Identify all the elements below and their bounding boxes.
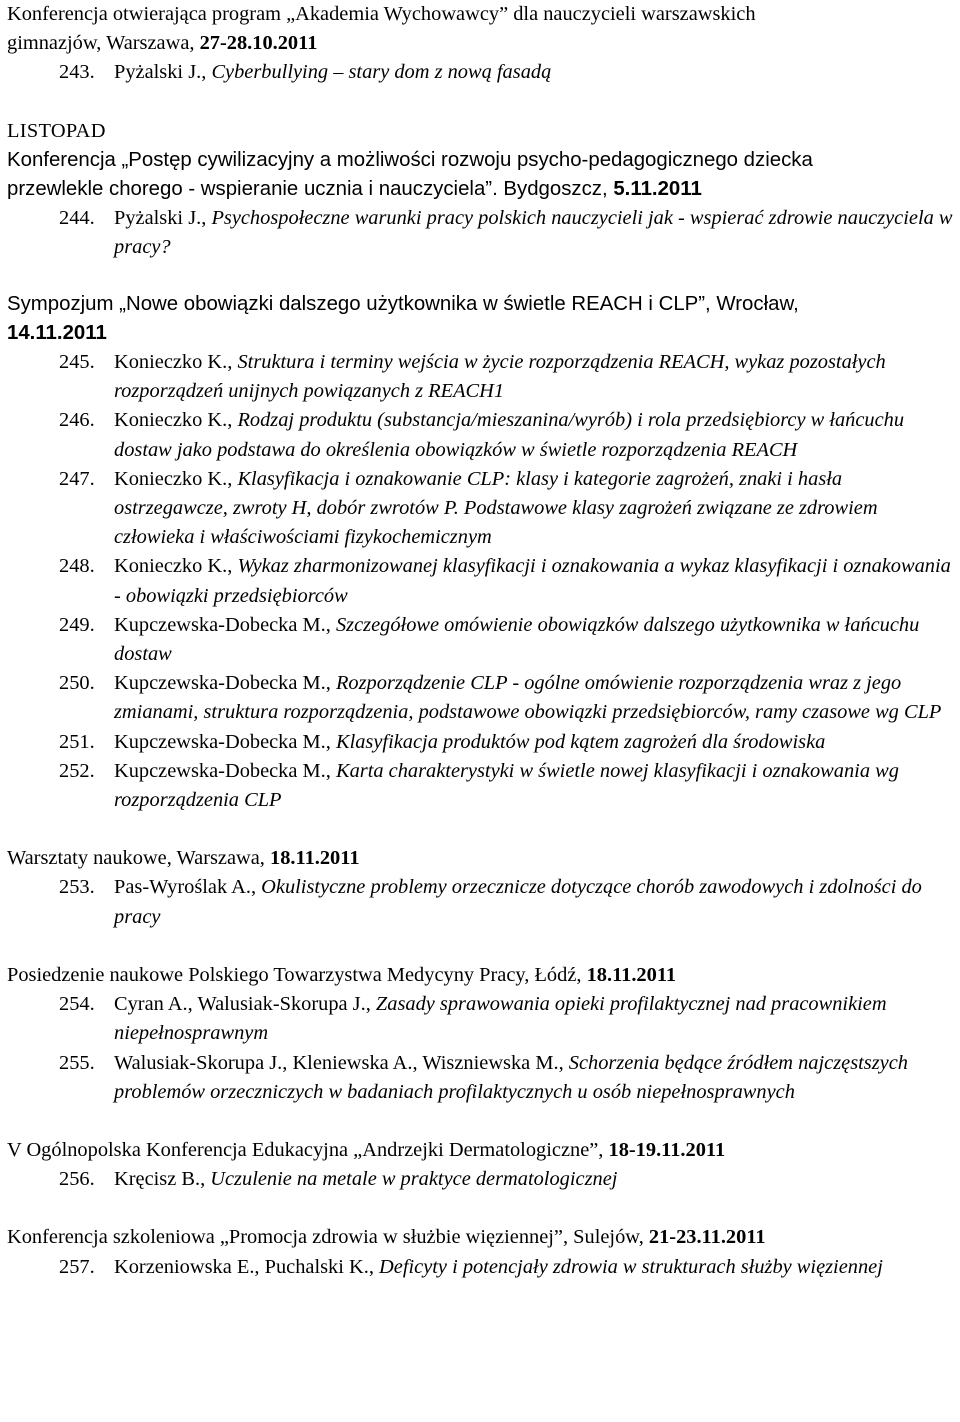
month-section-listopad	[7, 117, 954, 263]
list-item	[7, 348, 954, 406]
list-item	[7, 58, 954, 87]
entry-title: Rozporządzenie CLP - ogólne omówienie rozporządzenia wraz z jego zmianami, struktura rozporządzenia, podstawowe obowiązki przedsiębiorców, ramy czasowe wg CLP	[114, 672, 942, 724]
entry-title: Uczulenie na metale w praktyce dermatologicznej	[210, 1168, 618, 1191]
list-item	[7, 611, 954, 669]
entry-body	[114, 728, 954, 757]
entry-authors: Kupczewska-Dobecka M.	[114, 759, 326, 782]
entry-body	[114, 58, 954, 87]
event-title-line1: Warsztaty naukowe, Warszawa,	[7, 847, 271, 870]
entry-number: 247.	[59, 467, 95, 490]
event-title-line2: przewlekle chorego - wspieranie ucznia i nauczyciela”. Bydgoszcz,	[7, 178, 614, 201]
list-item	[7, 204, 954, 262]
entry-title: Klasyfikacja produktów pod kątem zagrożeń dla środowiska	[335, 730, 826, 753]
entry-separator: ,	[201, 207, 212, 230]
entry-separator: ,	[325, 730, 336, 753]
event-title-line1: V Ogólnopolska Konferencja Edukacyjna „Andrzejki Dermatologiczne”,	[7, 1138, 609, 1161]
entry-body	[114, 669, 954, 727]
entry-title: Rodzaj produktu (substancja/mieszanina/wyrób) i rola przedsiębiorcy w łańcuchu dostaw jako podstawa do określenia obowiązków w świetle rozporządzenia REACH	[114, 409, 905, 461]
entry-number: 253.	[59, 876, 95, 899]
entry-list	[7, 58, 954, 87]
entry-number: 249.	[59, 613, 95, 636]
entry-authors: Kupczewska-Dobecka M.	[114, 613, 326, 636]
event-date: 18.11.2011	[270, 847, 360, 870]
entry-body	[114, 1049, 954, 1107]
entry-separator: ,	[201, 61, 212, 84]
entry-title: Struktura i terminy wejścia w życie rozporządzenia REACH, wykaz pozostałych rozporządzeń unijnych powiązanych z REACH1	[114, 351, 886, 403]
entry-body	[114, 611, 954, 669]
event-ptmp-meeting	[7, 961, 954, 1107]
entry-number: 246.	[59, 409, 95, 432]
entry-body	[114, 465, 954, 553]
entry-separator: ,	[368, 1255, 380, 1278]
entry-number: 255.	[59, 1051, 95, 1074]
entry-number: 251.	[59, 730, 95, 753]
entry-separator: ,	[365, 993, 376, 1016]
entry-title: Cyberbullying – stary dom z nową fasadą	[211, 61, 552, 84]
entry-title: Szczegółowe omówienie obowiązków dalszego użytkownika w łańcuchu dostaw	[114, 613, 920, 666]
entry-title: Karta charakterystyki w świetle nowej klasyfikacji i oznakowania wg rozporządzenia CLP	[114, 759, 899, 812]
entry-separator: ,	[325, 613, 336, 636]
list-item	[7, 465, 954, 553]
entry-number: 256.	[59, 1168, 95, 1191]
entry-authors: Kupczewska-Dobecka M.	[114, 730, 326, 753]
entry-number: 254.	[59, 993, 95, 1016]
entry-separator: ,	[200, 1168, 211, 1191]
entry-number: 244.	[59, 207, 95, 230]
entry-separator: ,	[227, 555, 238, 578]
entry-title: Schorzenia będące źródłem najczęstszych problemów orzeczniczych w badaniach profilaktycznych u osób niepełnosprawnych	[114, 1051, 908, 1103]
list-item	[7, 406, 954, 464]
event-date: 18-19.11.2011	[608, 1138, 726, 1161]
entry-list	[7, 1165, 954, 1194]
event-date: 18.11.2011	[586, 963, 677, 986]
entry-authors: Konieczko K.	[114, 351, 228, 374]
event-title-line1: Konferencja szkoleniowa „Promocja zdrowia w służbie więziennej”, Sulejów,	[7, 1226, 649, 1249]
event-reach-symposium	[7, 290, 954, 816]
entry-number: 248.	[59, 555, 95, 578]
event-title-line1: Konferencja otwierająca program „Akademia Wychowawcy” dla nauczycieli warszawskich	[7, 3, 756, 25]
entry-separator: ,	[558, 1051, 569, 1074]
event-date: 21-23.11.2011	[648, 1226, 766, 1249]
event-heading	[7, 1223, 954, 1252]
entry-body	[114, 204, 954, 262]
entry-authors: Pas-Wyroślak A.	[114, 876, 251, 899]
event-teacher-academy	[7, 0, 954, 88]
list-item	[7, 552, 954, 610]
event-title-line1: Sympozjum „Nowe obowiązki dalszego użytkownika w świetle REACH i CLP”, Wrocław,	[7, 292, 799, 315]
event-date: 14.11.2011	[7, 321, 107, 344]
event-title-line2: gimnazjów, Warszawa,	[7, 32, 200, 55]
entry-separator: ,	[325, 672, 336, 695]
list-item	[7, 1165, 954, 1194]
entry-body	[114, 990, 954, 1048]
entry-separator: ,	[227, 467, 238, 490]
event-title-line1: Konferencja „Postęp cywilizacyjny a możliwości rozwoju psycho-pedagogicznego dziecka	[7, 148, 813, 171]
list-item	[7, 1253, 954, 1282]
event-heading	[7, 1136, 954, 1165]
entry-body	[114, 348, 954, 406]
list-item	[7, 669, 954, 727]
entry-list	[7, 990, 954, 1107]
entry-separator: ,	[227, 409, 238, 432]
entry-authors: Pyżalski J.	[114, 207, 202, 230]
entry-body	[114, 757, 954, 815]
entry-authors: Konieczko K.	[114, 409, 228, 432]
entry-list	[7, 348, 954, 815]
entry-authors: Konieczko K.	[114, 467, 228, 490]
entry-number: 257.	[59, 1255, 95, 1278]
entry-title: Zasady sprawowania opieki profilaktycznej nad pracownikiem niepełnosprawnym	[114, 993, 887, 1045]
entry-title: Klasyfikacja i oznakowanie CLP: klasy i kategorie zagrożeń, znaki i hasła ostrzegawcze, zwroty H, dobór zwrotów P. Podstawowe klasy zagrożeń związane ze zdrowiem człowieka i właściwościami fizykochemicznym	[114, 467, 878, 549]
entry-authors: Konieczko K.	[114, 555, 228, 578]
entry-number: 245.	[59, 351, 95, 374]
entry-title: Wykaz zharmonizowanej klasyfikacji i oznakowania a wykaz klasyfikacji i oznakowania - obowiązki przedsiębiorców	[114, 555, 951, 607]
event-heading	[7, 0, 954, 58]
event-workshop-warsaw	[7, 844, 954, 932]
entry-body	[114, 1253, 954, 1282]
entry-body	[114, 552, 954, 610]
entry-body	[114, 873, 954, 931]
event-heading	[7, 961, 954, 990]
entry-authors: Walusiak-Skorupa J., Kleniewska A., Wiszniewska M.	[114, 1051, 559, 1074]
entry-separator: ,	[227, 351, 238, 374]
entry-authors: Kręcisz B.	[114, 1168, 201, 1191]
entry-body	[114, 406, 954, 464]
event-heading	[7, 844, 954, 873]
event-andrzejki-dermatology	[7, 1136, 954, 1194]
event-heading	[7, 146, 954, 204]
list-item	[7, 757, 954, 815]
entry-separator: ,	[250, 876, 262, 899]
event-date: 27-28.10.2011	[199, 32, 318, 55]
event-title-line1: Posiedzenie naukowe Polskiego Towarzystwa Medycyny Pracy, Łódź,	[7, 963, 587, 986]
list-item	[7, 1049, 954, 1107]
entry-list	[7, 873, 954, 931]
event-date: 5.11.2011	[613, 178, 702, 201]
entry-title: Okulistyczne problemy orzecznicze dotyczące chorób zawodowych i zdolności do pracy	[114, 876, 922, 928]
event-heading	[7, 290, 954, 348]
entry-title: Psychospołeczne warunki pracy polskich nauczycieli jak - wspierać zdrowie nauczyciela w pracy?	[114, 207, 953, 259]
entry-separator: ,	[325, 759, 336, 782]
entry-number: 243.	[59, 61, 95, 84]
entry-body	[114, 1165, 954, 1194]
list-item	[7, 990, 954, 1048]
list-item	[7, 873, 954, 931]
entry-authors: Pyżalski J.	[114, 61, 202, 84]
event-prison-health	[7, 1223, 954, 1281]
entry-number: 250.	[59, 672, 95, 695]
entry-authors: Korzeniowska E., Puchalski K.	[114, 1255, 369, 1278]
entry-authors: Cyran A., Walusiak-Skorupa J.	[114, 993, 366, 1016]
entry-list	[7, 1253, 954, 1282]
entry-title: Deficyty i potencjały zdrowia w strukturach służby więziennej	[379, 1255, 883, 1278]
month-heading: LISTOPAD	[7, 119, 106, 142]
list-item	[7, 728, 954, 757]
entry-authors: Kupczewska-Dobecka M.	[114, 672, 326, 695]
entry-list	[7, 204, 954, 262]
entry-number: 252.	[59, 759, 95, 782]
